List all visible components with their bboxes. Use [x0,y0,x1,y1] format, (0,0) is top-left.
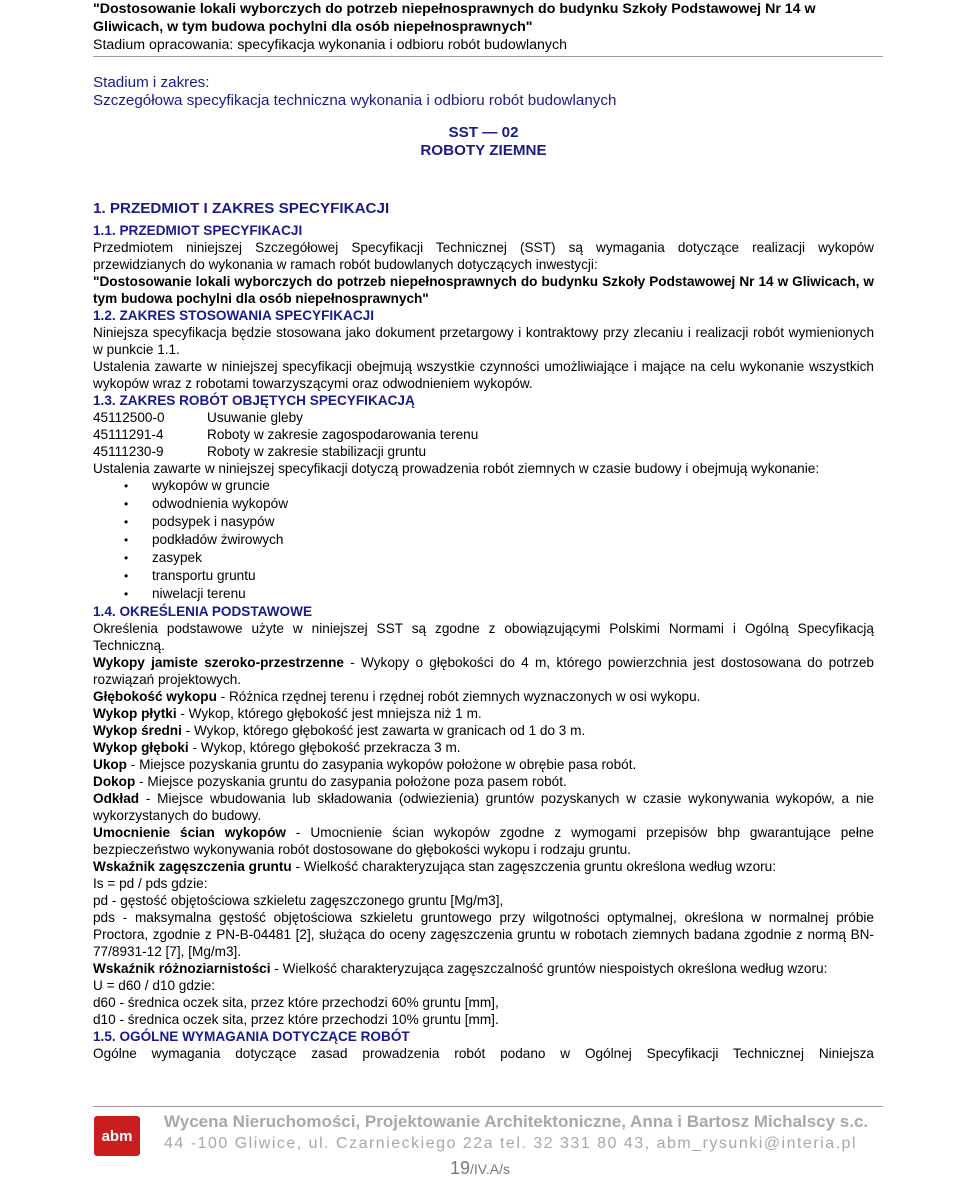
cpv-description: Usuwanie gleby [207,410,303,425]
definition-term: Ukop [93,757,127,772]
definition [93,790,874,824]
definition-text: - Miejsce pozyskania gruntu do zasypania wykopów położone w obrębie pasa robót. [126,757,637,772]
page-number-suffix: /IV.A/s [470,1161,510,1177]
formula-variable-pd: pd - gęstość objętościowa szkieletu zagęszczonego gruntu [Mg/m3], [93,893,504,908]
stage-label: Stadium i zakres: [93,74,210,91]
company-logo: abm [94,1116,140,1156]
list-item: • niwelacji terenu [93,585,874,603]
definition-uniformity [93,960,874,977]
definition-term: Umocnienie ścian wykopów [93,825,286,840]
cpv-description: Roboty w zakresie stabilizacji gruntu [207,444,427,459]
page-number [0,1158,960,1179]
definition-term: Wykop średni [93,723,182,738]
list-item: • podkładów żwirowych [93,531,874,549]
definition-text: - Wykop, którego głębokość jest zawarta w granicach od 1 do 3 m. [181,723,586,738]
definition [93,756,874,773]
list-item: • podsypek i nasypów [93,513,874,531]
sst-name: ROBOTY ZIEMNE [420,142,547,159]
cpv-code-row [93,426,874,443]
definition [93,722,874,739]
cpv-code: 45111291-4 [93,427,164,442]
definition [93,773,874,790]
header-divider [93,56,883,57]
section-1-2-heading: 1.2. ZAKRES STOSOWANIA SPECYFIKACJI [93,308,374,323]
definition-text: - Różnica rzędnej terenu i rzędnej robót ziemnych wyznaczonych w osi wykopu. [216,689,701,704]
definition-text: - Wielkość charakteryzująca zagęszczalność gruntów niespoistych określona według wzoru: [270,961,828,976]
section-1-4-heading: 1.4. OKREŚLENIA PODSTAWOWE [93,604,313,619]
definition-text: - Miejsce pozyskania gruntu do zasypania położone poza pasem robót. [135,774,567,789]
section-1-4-intro: Określenia podstawowe użyte w niniejszej SST są zgodne z obowiązującymi Polskimi Normami i Ogólną Specyfikacją Techniczną. [93,621,874,653]
formula-variable-d60: d60 - średnica oczek sita, przez które przechodzi 60% gruntu [mm], [93,995,499,1010]
definition-term: Wykopy jamiste szeroko-przestrzenne [93,655,344,670]
cpv-code-row [93,409,874,426]
sst-code: SST — 02 [448,124,519,141]
formula-compaction: Is = pd / pds gdzie: [93,876,208,891]
section-1-2-paragraph-2: Ustalenia zawarte w niniejszej specyfikacji obejmują wszystkie czynności umożliwiające i mające na celu wykonanie wszystkich wykopów wraz z robotami towarzyszącymi oraz odwodnieniem wykopów. [93,359,874,391]
page-number-value: 19 [450,1158,471,1178]
section-1-1-project: "Dostosowanie lokali wyborczych do potrzeb niepełnosprawnych do budynku Szkoły Podstawowej Nr 14 w Gliwicach, w tym budowa pochylni dla osób niepełnosprawnych" [93,274,874,306]
formula-variable-d10: d10 - średnica oczek sita, przez które przechodzi 10% gruntu [mm]. [93,1012,499,1027]
formula-uniformity: U = d60 / d10 gdzie: [93,978,216,993]
section-1-5-heading: 1.5. OGÓLNE WYMAGANIA DOTYCZĄCE ROBÓT [93,1029,410,1044]
definition-compaction [93,858,874,875]
definition-text: - Wielkość charakteryzująca stan zagęszczenia gruntu określona według wzoru: [291,859,776,874]
section-1-3-heading: 1.3. ZAKRES ROBÓT OBJĘTYCH SPECYFIKACJĄ [93,393,415,408]
section-1-heading: 1. PRZEDMIOT I ZAKRES SPECYFIKACJI [93,200,390,217]
section-1-2-paragraph-1: Niniejsza specyfikacja będzie stosowana jako dokument przetargowy i kontraktowy przy zlecaniu i realizacji robót wymienionych w punkcie 1.1. [93,325,874,357]
header-title-line-1: "Dostosowanie lokali wyborczych do potrzeb niepełnosprawnych do budynku Szkoły Podstawowej Nr 14 w [93,1,816,17]
definition [93,688,874,705]
header-title-line-2: Gliwicach, w tym budowa pochylni dla osób niepełnosprawnych" [93,19,533,35]
definition-term: Wskaźnik różnoziarnistości [93,961,271,976]
definition [93,705,874,722]
list-item: • transportu gruntu [93,567,874,585]
definition-term: Wskaźnik zagęszczenia gruntu [93,859,292,874]
definition-text: - Wykop, którego głębokość jest mniejsza niż 1 m. [176,706,482,721]
page-header [93,0,883,54]
cpv-code: 45111230-9 [93,444,164,459]
section-1-5-text: Ogólne wymagania dotyczące zasad prowadzenia robót podano w Ogólnej Specyfikacji Technicznej Niniejsza [93,1046,874,1061]
list-item: • wykopów w gruncie [93,477,874,495]
definition [93,654,874,688]
section-1-1-heading: 1.1. PRZEDMIOT SPECYFIKACJI [93,223,303,238]
definition [93,824,874,858]
list-item: • zasypek [93,549,874,567]
stage-value: Szczegółowa specyfikacja techniczna wykonania i odbioru robót budowlanych [93,92,617,109]
footer-company-name: Wycena Nieruchomości, Projektowanie Architektoniczne, Anna i Bartosz Michalscy s.c. [164,1112,869,1131]
footer-divider [93,1106,883,1107]
formula-variable-pds: pds - maksymalna gęstość objętościowa szkieletu gruntowego przy wilgotności optymalnej, określona w normalnej próbie Proctora, zgodnie z PN-B-04481 [2], służąca do oceny zagęszczenia gruntu w robotach ziemnych badana zgodnie z normą BN-77/8931-12 [7], [Mg/m3]. [93,910,874,959]
definition-term: Dokop [93,774,136,789]
definition-text: - Miejsce wbudowania lub składowania (odwiezienia) gruntów pozyskanych w czasie wykonywania wykopów, a nie wykorzystanych do budowy. [93,791,874,823]
definition-term: Odkład [93,791,140,806]
section-1-1-text: Przedmiotem niniejszej Szczegółowej Specyfikacji Technicznej (SST) są wymagania dotyczące realizacji wykopów przewidzianych do wykonania w ramach robót budowlanych dotyczących inwestycji: [93,240,874,272]
header-stage-line: Stadium opracowania: specyfikacja wykonania i odbioru robót budowlanych [93,37,567,53]
list-item: • odwodnienia wykopów [93,495,874,513]
definition-text: - Wykop, którego głębokość przekracza 3 m. [188,740,461,755]
scope-bullet-list [93,477,874,603]
section-1-3-intro: Ustalenia zawarte w niniejszej specyfikacji dotyczą prowadzenia robót ziemnych w czasie budowy i obejmują wykonanie: [93,461,820,476]
definition-term: Wykop płytki [93,706,177,721]
document-body [93,74,874,1062]
definition-text: - Umocnienie ścian wykopów zgodne z wymogami przepisów bhp gwarantujące pełne bezpieczeństwo wykonywania robót dostosowane do głębokości wykopu i rodzaju gruntu. [93,825,874,857]
definition-text: - Wykopy o głębokości do 4 m, którego powierzchnia jest dostosowana do potrzeb rozwiązań projektowych. [93,655,874,687]
cpv-code-row [93,443,874,460]
definition-term: Głębokość wykopu [93,689,217,704]
definition-term: Wykop głęboki [93,740,189,755]
footer-contact: 44 -100 Gliwice, ul. Czarnieckiego 22a tel. 32 331 80 43, abm_rysunki@interia.pl [164,1135,857,1152]
cpv-code: 45112500-0 [93,410,165,425]
cpv-code-list [93,409,874,460]
definition [93,739,874,756]
cpv-description: Roboty w zakresie zagospodarowania terenu [207,427,479,442]
